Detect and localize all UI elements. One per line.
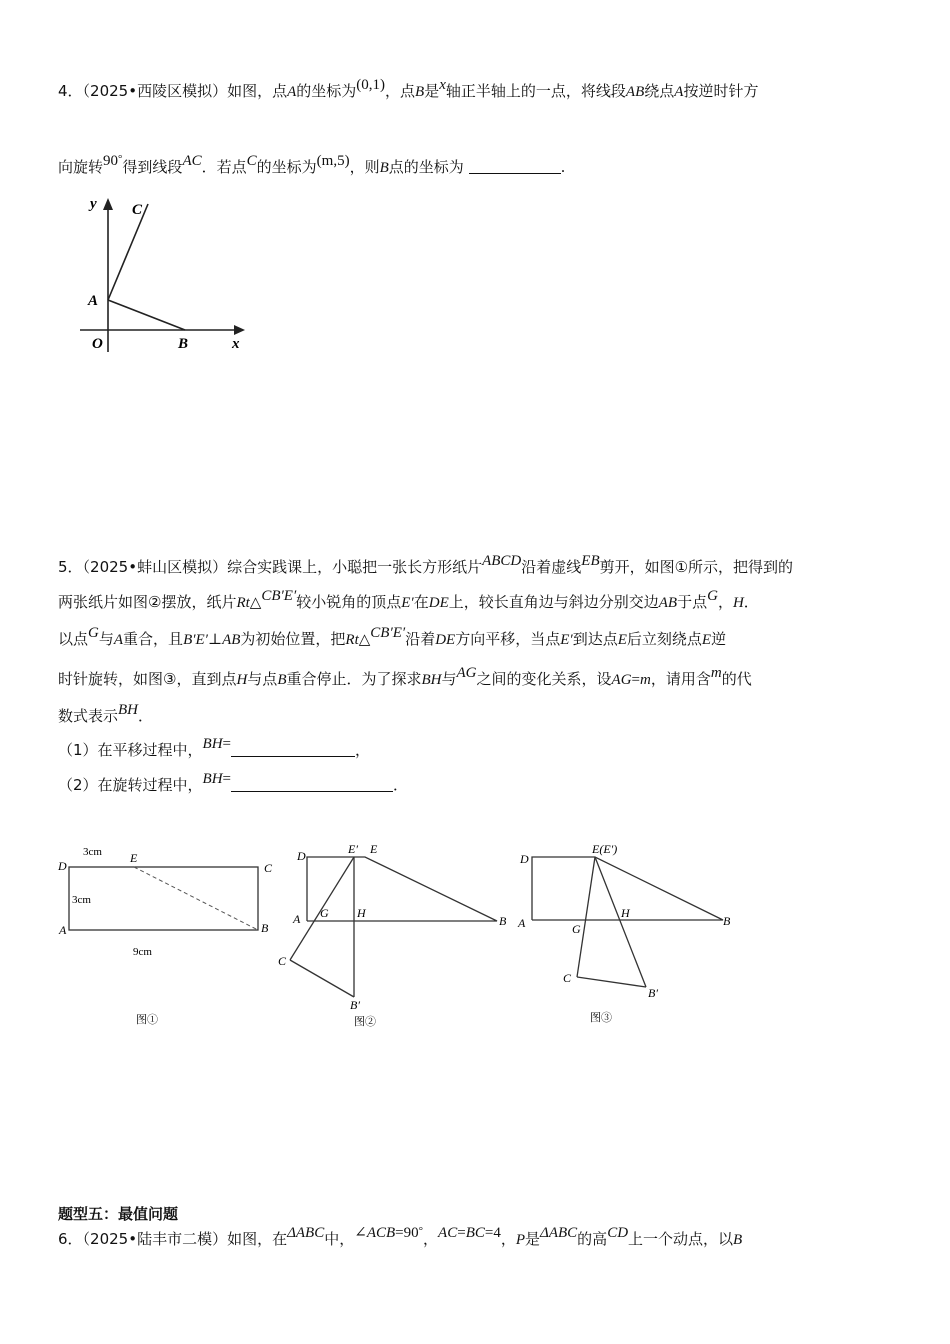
figure-2	[278, 842, 507, 1028]
label-b-prime: B′	[350, 998, 360, 1012]
math-coord: (0,1)	[356, 77, 386, 93]
caption-fig2: 图②	[354, 1016, 376, 1028]
math-var: AB	[222, 632, 241, 648]
math-var: m	[710, 665, 722, 681]
answer-blank[interactable]	[469, 159, 561, 174]
math-var: E	[617, 632, 627, 648]
text: 较小锐角的顶点	[296, 593, 402, 611]
math-var: DE	[428, 595, 449, 611]
math-var: BH	[202, 771, 223, 787]
label-h: H	[357, 906, 366, 920]
text: ，则	[349, 158, 380, 176]
question-source: （2025•陆丰市二模）	[82, 1230, 228, 1248]
section-title: 题型五：最值问题	[58, 1205, 179, 1223]
text: 逆	[711, 630, 727, 648]
segment-ab	[108, 300, 185, 330]
math-var: ABCD	[482, 553, 522, 569]
math-var: B	[733, 1232, 743, 1248]
text: 轴正半轴上的一点，将线段	[445, 82, 626, 100]
text: 在	[413, 593, 429, 611]
math-var: Rt	[345, 632, 359, 648]
q5-line-5	[58, 702, 154, 727]
label-b-prime: B′	[648, 986, 658, 1000]
segment-eb1	[595, 857, 646, 987]
answer-blank-2[interactable]	[231, 777, 393, 792]
math-var: BH	[421, 672, 442, 688]
math-var: G	[88, 625, 99, 641]
text: 以点	[58, 630, 89, 648]
text: ，	[717, 593, 733, 611]
text: 时针旋转，如图③，直到点	[58, 670, 237, 688]
q6-line-1	[58, 1225, 743, 1251]
equals-sign: =	[484, 1225, 494, 1241]
text: 重合，且	[123, 630, 184, 648]
q5-line-1	[58, 553, 794, 578]
caption-fig1: 图①	[136, 1014, 158, 1026]
triangle-symbol: △	[249, 595, 262, 611]
text: 到达点	[572, 630, 618, 648]
text: 与点	[247, 670, 278, 688]
math-var: ∠ACB	[354, 1225, 396, 1241]
text: ，	[500, 1230, 516, 1248]
text: 后立刻绕点	[626, 630, 702, 648]
math-var: E	[701, 632, 712, 648]
math-var: AC	[438, 1225, 458, 1241]
q5-line-2	[58, 588, 759, 613]
text: 方向平移，当点	[455, 630, 561, 648]
text: 与	[441, 670, 457, 688]
label-e: E	[370, 842, 378, 856]
math-var: A	[113, 632, 124, 648]
label-c: C	[264, 861, 273, 875]
label-a: A	[59, 923, 67, 937]
label-a: A	[293, 912, 301, 926]
segment-ec	[577, 857, 595, 977]
label-g: G	[320, 906, 329, 920]
math-var: CD	[607, 1225, 629, 1241]
label-top-3cm: 3cm	[83, 846, 102, 858]
q4-line-2	[58, 153, 566, 179]
segment-cb1	[290, 960, 354, 997]
text: ．	[743, 593, 759, 611]
perp-symbol: ⊥	[207, 632, 223, 648]
equals-sign: =	[222, 771, 232, 787]
math-var: BC	[465, 1225, 485, 1241]
math-var: B′E′	[183, 632, 208, 648]
segment-ac	[108, 204, 148, 300]
math-var: CB′E′	[261, 588, 297, 604]
label-h: H	[621, 906, 630, 920]
math-num: 90	[103, 153, 119, 169]
label-b: B	[723, 914, 731, 928]
label-e: E	[130, 851, 138, 865]
label-o: O	[92, 336, 103, 352]
text: 的代	[721, 670, 752, 688]
text: ．	[393, 776, 409, 794]
math-var: AB	[658, 595, 678, 611]
label-d: D	[58, 859, 67, 873]
equals-sign: =	[395, 1225, 404, 1241]
q5-part-2	[58, 771, 409, 796]
math-var: BH	[118, 702, 139, 718]
equals-sign: =	[631, 672, 640, 688]
math-var: B	[277, 672, 287, 688]
question-source: （2025•蚌山区模拟）	[82, 558, 228, 576]
text: 的坐标为	[296, 82, 357, 100]
text: 的坐标为	[256, 158, 317, 176]
q5-figures	[50, 835, 750, 1035]
text: 沿着虚线	[521, 558, 582, 576]
q5-part-1	[58, 736, 371, 761]
part-label: （2）在旋转过程中，	[58, 776, 203, 794]
dashed-line-eb	[134, 867, 258, 930]
label-a: A	[88, 293, 99, 309]
math-var: DE	[435, 632, 456, 648]
figure-3	[517, 842, 731, 1024]
math-var: Rt	[236, 595, 250, 611]
math-var: H	[236, 672, 248, 688]
trapezoid-shape	[307, 857, 497, 921]
math-var: B	[415, 84, 425, 100]
label-x: x	[232, 336, 240, 352]
text: ，点	[385, 82, 416, 100]
q5-line-3	[58, 625, 727, 650]
math-var: AB	[625, 84, 645, 100]
text: ，请用含	[650, 670, 711, 688]
math-var: CB′E′	[370, 625, 406, 641]
caption-fig3: 图③	[590, 1012, 612, 1024]
text: 是	[525, 1230, 541, 1248]
math-var: BH	[202, 736, 223, 752]
q5-line-4	[58, 665, 752, 690]
label-left-3cm: 3cm	[72, 894, 91, 906]
text: 两张纸片如图②摆放，纸片	[58, 593, 237, 611]
q4-line-1	[58, 77, 759, 102]
text: 综合实践课上，小聪把一张长方形纸片	[227, 558, 483, 576]
label-d: D	[520, 852, 529, 866]
triangle-symbol: △	[358, 632, 371, 648]
label-a: A	[518, 916, 526, 930]
math-var: ΔABC	[287, 1225, 325, 1241]
degree-symbol: °	[418, 1225, 424, 1237]
equals-sign: =	[457, 1225, 466, 1241]
math-var: A	[287, 84, 297, 100]
question-source: （2025•西陵区模拟）	[82, 82, 228, 100]
question-number: 4．	[58, 82, 83, 100]
math-var: P	[515, 1232, 526, 1248]
math-var: B	[379, 160, 389, 176]
q4-coordinate-figure	[70, 192, 255, 357]
math-var: AG	[611, 672, 632, 688]
text: 绕点	[644, 82, 675, 100]
text: ，	[423, 1230, 439, 1248]
text: 剪开，如图①所示，把得到的	[599, 558, 794, 576]
math-coord: (m,5)	[316, 153, 350, 169]
text: 上一个动点，以	[628, 1230, 734, 1248]
x-axis-arrow	[234, 325, 245, 335]
label-d: D	[297, 849, 306, 863]
text: 点的坐标为	[388, 158, 464, 176]
part-label: （1）在平移过程中，	[58, 741, 203, 759]
math-var: G	[707, 588, 718, 604]
label-b: B	[261, 921, 269, 935]
math-var: H	[732, 595, 744, 611]
text: 如图，在	[227, 1230, 288, 1248]
math-num: 90	[403, 1225, 419, 1241]
degree-symbol: °	[118, 153, 123, 165]
text: .	[560, 158, 566, 176]
math-num: 4	[493, 1225, 501, 1241]
label-c: C	[563, 971, 572, 985]
math-var: EB	[581, 553, 600, 569]
text: 是	[424, 82, 440, 100]
math-var: A	[674, 84, 684, 100]
figure-1	[57, 846, 273, 1026]
text: 得到线段	[122, 158, 183, 176]
y-axis-arrow	[103, 198, 113, 210]
text: 于点	[677, 593, 708, 611]
text: 中，	[324, 1230, 355, 1248]
segment-cb1	[577, 977, 646, 987]
label-c: C	[278, 954, 287, 968]
text: 数式表示	[58, 707, 119, 725]
label-e-prime: E′	[348, 842, 358, 856]
text: 向旋转	[58, 158, 104, 176]
math-var: E′	[401, 595, 414, 611]
text: ．若点	[201, 158, 247, 176]
text: 按逆时针方	[683, 82, 759, 100]
label-e-e-prime: E(E′)	[592, 842, 618, 856]
question-number: 6．	[58, 1230, 83, 1248]
label-b: B	[499, 914, 507, 928]
text: ，	[355, 741, 371, 759]
question-number: 5．	[58, 558, 83, 576]
math-var: AC	[182, 153, 202, 169]
text: 上，较长直角边与斜边分别交边	[448, 593, 659, 611]
label-g: G	[572, 922, 581, 936]
math-var: C	[246, 153, 257, 169]
math-var: x	[439, 77, 446, 93]
math-var: AG	[456, 665, 477, 681]
label-9cm: 9cm	[133, 946, 152, 958]
label-b: B	[178, 336, 189, 352]
label-c: C	[132, 202, 143, 218]
text: 与	[98, 630, 114, 648]
math-var: m	[640, 672, 651, 688]
text: 的高	[577, 1230, 608, 1248]
answer-blank-1[interactable]	[231, 742, 355, 757]
text: 之间的变化关系，设	[476, 670, 612, 688]
math-var: ΔABC	[540, 1225, 578, 1241]
label-y: y	[90, 196, 97, 212]
text: 重合停止．为了探求	[286, 670, 422, 688]
text: 为初始位置，把	[240, 630, 346, 648]
text: ．	[138, 707, 154, 725]
text: 如图，点	[227, 82, 288, 100]
math-var: E′	[560, 632, 573, 648]
text: 沿着	[405, 630, 436, 648]
rectangle-abcd	[69, 867, 258, 930]
equals-sign: =	[222, 736, 232, 752]
